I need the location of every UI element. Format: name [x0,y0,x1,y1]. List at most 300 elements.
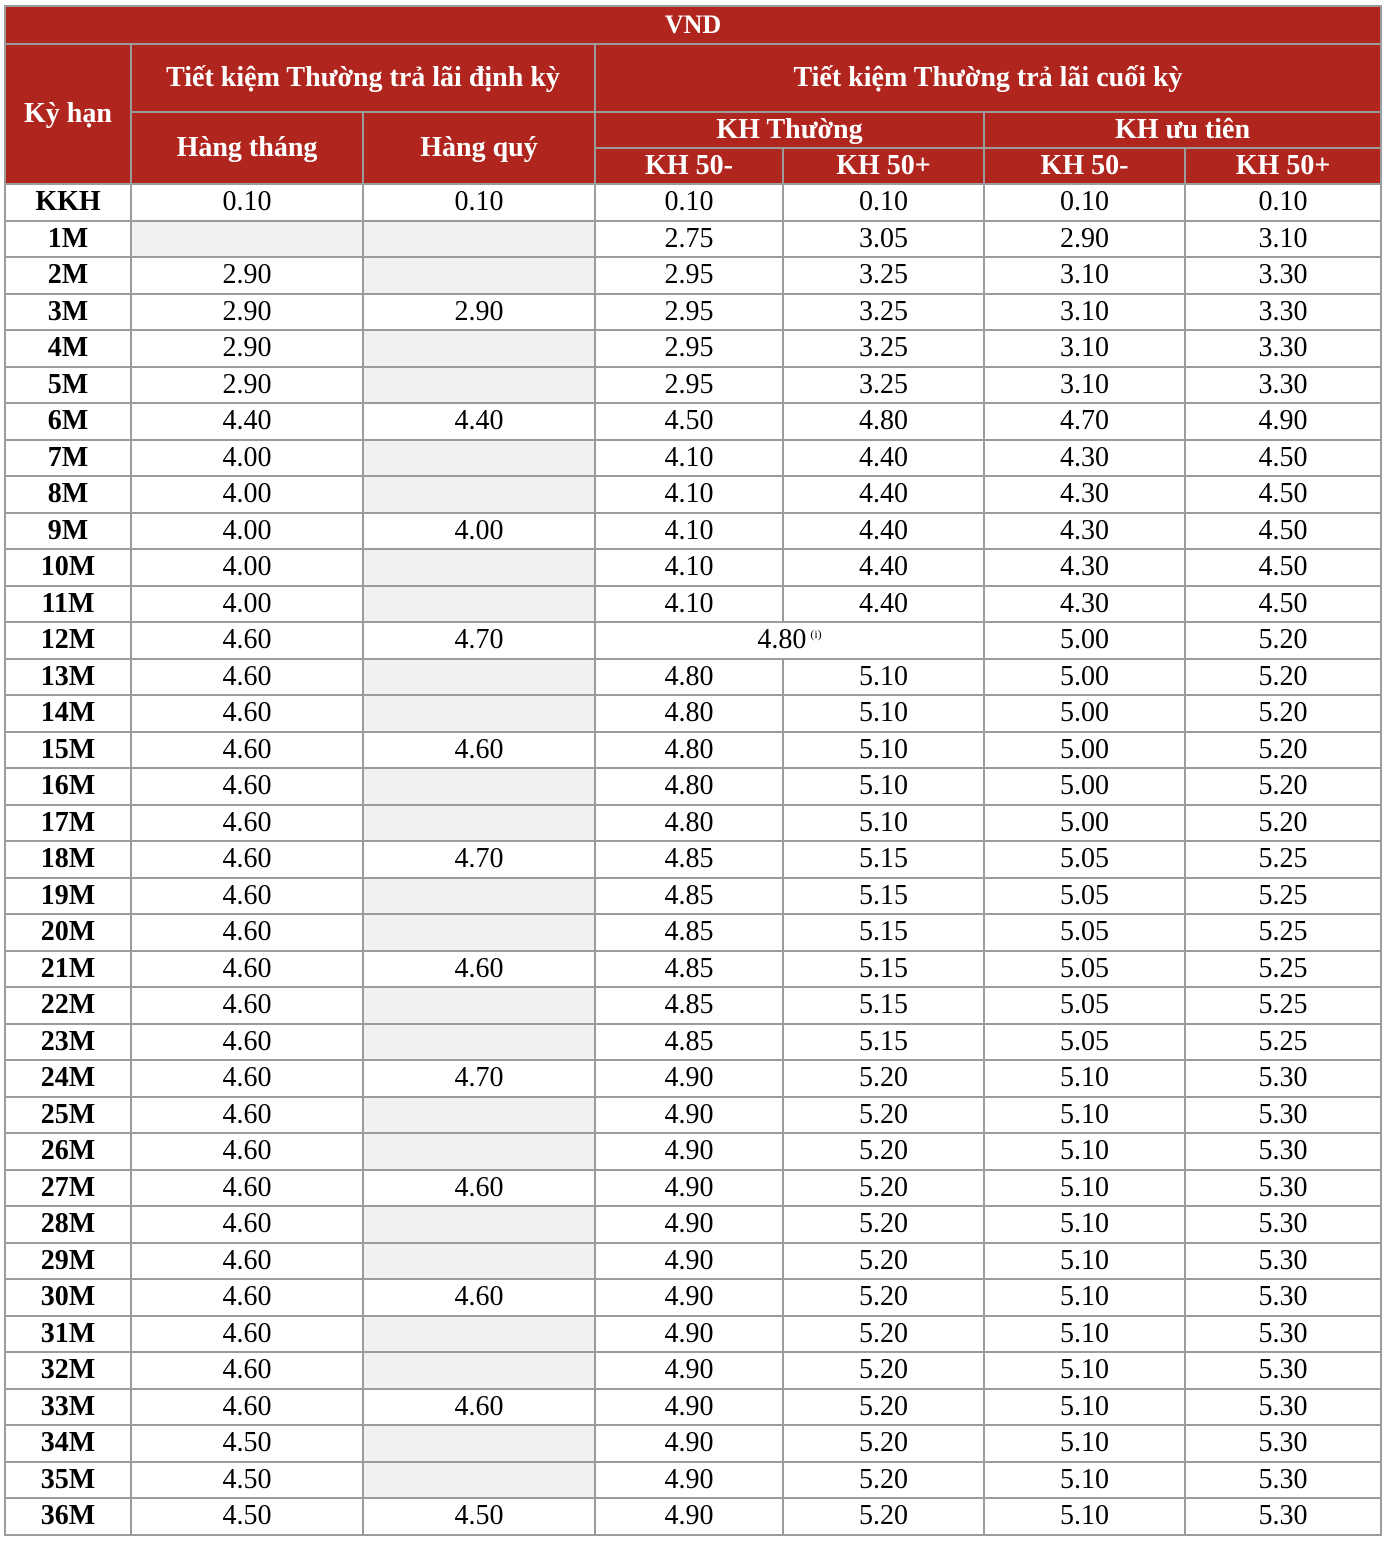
priority-over-50-rate-cell [1185,440,1381,477]
regular-over-50-rate-cell [783,878,984,915]
regular-under-50-rate-cell-value: 4.85 [664,1025,714,1057]
quarterly-rate-cell-value: 0.10 [454,186,504,218]
priority-under-50-rate-cell [984,1389,1185,1426]
monthly-rate-cell [131,403,363,440]
regular-under-50-rate-cell [595,1024,783,1061]
regular-under-50-rate-cell [595,1060,783,1097]
priority-over-50-rate-cell [1185,1133,1381,1170]
priority-under-50-rate-cell-value: 5.10 [1060,1390,1109,1422]
priority-under-50-rate-cell [984,1279,1185,1316]
regular-under-50-rate-cell-value: 4.10 [664,587,714,619]
term-cell-value: 24M [40,1062,96,1094]
regular-over-50-rate-cell-value: 5.20 [859,1463,908,1495]
priority-over-50-rate-cell-value: 5.25 [1258,879,1308,911]
term-cell [5,184,131,221]
regular-under-50-rate-cell-value: 4.90 [664,1281,714,1313]
quarterly-rate-cell-value: 4.40 [454,405,504,437]
priority-under-50-rate-cell [984,294,1185,331]
priority-over-50-rate-cell-value: 5.30 [1258,1390,1308,1422]
regular-under-50-rate-cell [595,184,783,221]
term-cell-value: 18M [40,843,96,875]
regular-over-50-rate-cell-value: 0.10 [859,186,908,218]
priority-over-50-rate-cell-value: 5.25 [1258,952,1308,984]
regular-over-50-rate-cell [783,805,984,842]
term-cell-value: 34M [40,1427,96,1459]
priority-under-50-rate-cell-value: 5.00 [1060,806,1109,838]
regular-under-50-rate-cell-value: 4.50 [664,405,714,437]
monthly-rate-cell-value: 4.60 [222,1244,272,1276]
quarterly-rate-cell [363,403,595,440]
monthly-rate-cell [131,1060,363,1097]
regular-over-50-rate-cell-value: 3.25 [859,295,908,327]
priority-under-50-rate-cell-value: 5.10 [1060,1098,1109,1130]
monthly-rate-cell [131,1206,363,1243]
priority-customer-header: KH ưu tiên [984,112,1381,148]
regular-under-50-rate-cell [595,805,783,842]
regular-under-50-rate-cell [595,257,783,294]
term-cell [5,1206,131,1243]
table-row [5,184,1381,221]
priority-under-50-rate-cell-value: 5.10 [1060,1208,1109,1240]
regular-under-50-rate-cell [595,221,783,258]
term-cell [5,367,131,404]
regular-under-50-rate-cell-value: 4.90 [664,1171,714,1203]
regular-over-50-rate-cell [783,1170,984,1207]
monthly-rate-cell [131,330,363,367]
regular-under-50-rate-cell-value: 4.90 [664,1500,714,1532]
monthly-rate-cell [131,1024,363,1061]
term-cell-value: 6M [47,405,89,437]
monthly-rate-cell [131,1243,363,1280]
table-row [5,294,1381,331]
monthly-rate-cell-value: 0.10 [222,186,272,218]
term-cell [5,659,131,696]
table-row [5,1206,1381,1243]
term-cell-value: 7M [47,441,89,473]
regular-over-50-rate-cell [783,1243,984,1280]
regular-over-50-rate-cell-value: 3.05 [859,222,908,254]
table-row [5,257,1381,294]
table-row [5,805,1381,842]
regular-under-50-rate-cell [595,914,783,951]
regular-over-50-rate-cell [783,732,984,769]
regular-over-50-rate-cell-value: 5.15 [859,1025,908,1057]
term-cell-value: 31M [40,1317,96,1349]
priority-under-50-rate-cell-value: 5.10 [1060,1281,1109,1313]
regular-over-50-rate-cell-value: 4.40 [859,441,908,473]
term-cell-value: 3M [47,295,89,327]
regular-under-50-rate-cell [595,1425,783,1462]
monthly-rate-cell-value: 2.90 [222,368,272,400]
priority-over-50-rate-cell [1185,1425,1381,1462]
priority-over-50-rate-cell [1185,1024,1381,1061]
table-row [5,403,1381,440]
regular-over-50-rate-cell-value: 5.20 [859,1427,908,1459]
regular-over-50-rate-cell [783,1316,984,1353]
priority-over-50-rate-cell-value: 3.10 [1258,222,1308,254]
term-cell-value: 4M [47,332,89,364]
priority-under-50-rate-cell-value: 5.00 [1060,697,1109,729]
regular-under-50-header: KH 50- [595,148,783,184]
regular-under-50-rate-cell-value: 4.10 [664,478,714,510]
priority-under-50-rate-cell-value: 5.10 [1060,1463,1109,1495]
regular-over-50-rate-cell-value: 5.15 [859,843,908,875]
priority-over-50-rate-cell [1185,1060,1381,1097]
quarterly-rate-cell [363,1060,595,1097]
table-row [5,1024,1381,1061]
table-row [5,330,1381,367]
priority-under-50-rate-cell [984,841,1185,878]
quarterly-rate-cell [363,1024,595,1061]
regular-under-50-rate-cell [595,878,783,915]
regular-under-50-rate-cell [595,1133,783,1170]
table-row [5,732,1381,769]
priority-under-50-rate-cell-value: 4.30 [1060,514,1109,546]
term-cell [5,257,131,294]
term-cell [5,513,131,550]
priority-over-50-rate-cell [1185,1097,1381,1134]
regular-under-50-rate-cell [595,695,783,732]
priority-over-50-rate-cell [1185,221,1381,258]
regular-under-50-rate-cell [595,1243,783,1280]
priority-over-50-rate-cell [1185,403,1381,440]
priority-under-50-rate-cell-value: 5.00 [1060,624,1109,656]
regular-over-50-rate-cell [783,1133,984,1170]
priority-over-50-rate-cell-value: 5.30 [1258,1098,1308,1130]
term-cell-value: 25M [40,1098,96,1130]
monthly-rate-cell [131,1352,363,1389]
regular-under-50-rate-cell [595,513,783,550]
monthly-rate-cell [131,549,363,586]
priority-under-50-rate-cell-value: 0.10 [1060,186,1109,218]
priority-over-50-rate-cell [1185,294,1381,331]
term-cell [5,221,131,258]
regular-over-50-rate-cell-value: 4.80 [859,405,908,437]
term-cell-value: 21M [40,952,96,984]
table-row [5,1279,1381,1316]
monthly-rate-cell-value: 4.50 [222,1427,272,1459]
priority-under-50-rate-cell [984,1316,1185,1353]
monthly-rate-cell [131,1133,363,1170]
quarterly-rate-cell [363,1170,595,1207]
priority-under-50-rate-cell [984,1206,1185,1243]
priority-under-50-rate-cell-value: 5.10 [1060,1500,1109,1532]
regular-under-50-rate-cell [595,476,783,513]
regular-over-50-rate-cell-value: 3.25 [859,259,908,291]
priority-over-50-rate-cell-value: 5.30 [1258,1463,1308,1495]
quarterly-rate-cell-value: 4.60 [454,733,504,765]
monthly-rate-cell-value: 4.50 [222,1463,272,1495]
priority-over-50-rate-cell-value: 3.30 [1258,295,1308,327]
priority-under-50-rate-cell-value: 3.10 [1060,368,1109,400]
regular-under-50-rate-cell-value: 4.80 [664,697,714,729]
priority-over-50-rate-cell-value: 5.20 [1258,697,1308,729]
term-cell-value: 12M [40,624,96,656]
priority-under-50-rate-cell [984,987,1185,1024]
priority-over-50-rate-cell [1185,768,1381,805]
monthly-rate-cell-value: 4.60 [222,952,272,984]
monthly-rate-cell-value: 4.60 [222,1025,272,1057]
monthly-rate-cell-value: 4.00 [222,478,272,510]
priority-under-50-rate-cell [984,476,1185,513]
term-cell [5,1133,131,1170]
table-row [5,221,1381,258]
term-cell-value: 36M [40,1500,96,1532]
priority-under-50-rate-cell [984,221,1185,258]
priority-under-50-rate-cell-value: 5.05 [1060,989,1109,1021]
monthly-rate-cell-value: 4.60 [222,1098,272,1130]
priority-over-50-rate-cell [1185,330,1381,367]
priority-over-50-rate-cell [1185,805,1381,842]
term-cell [5,805,131,842]
monthly-rate-cell-value: 2.90 [222,259,272,291]
regular-under-50-rate-cell-value: 4.90 [664,1354,714,1386]
priority-under-50-rate-cell-value: 5.05 [1060,879,1109,911]
term-cell-value: 32M [40,1354,96,1386]
priority-under-50-rate-cell [984,403,1185,440]
regular-over-50-rate-cell-value: 4.40 [859,478,908,510]
currency-header: VND [5,6,1381,44]
quarterly-rate-cell-value: 4.00 [454,514,504,546]
priority-under-50-rate-cell [984,622,1185,659]
regular-under-50-rate-cell-value: 2.95 [664,332,714,364]
term-cell [5,1170,131,1207]
regular-over-50-rate-cell [783,1425,984,1462]
monthly-rate-cell-value: 4.60 [222,1281,272,1313]
quarterly-rate-cell-value: 4.60 [454,1281,504,1313]
priority-over-50-rate-cell-value: 5.20 [1258,660,1308,692]
quarterly-header: Hàng quý [363,112,595,184]
priority-over-50-rate-cell-value: 5.20 [1258,770,1308,802]
monthly-rate-cell-value: 4.60 [222,733,272,765]
regular-customer-header: KH Thường [595,112,984,148]
regular-over-50-rate-cell [783,257,984,294]
term-cell-value: 29M [40,1244,96,1276]
regular-over-50-rate-cell [783,221,984,258]
term-cell [5,622,131,659]
term-cell [5,1425,131,1462]
priority-over-50-rate-cell-value: 0.10 [1258,186,1308,218]
priority-over-50-rate-cell [1185,659,1381,696]
periodic-interest-header: Tiết kiệm Thường trả lãi định kỳ [131,44,595,112]
priority-under-50-rate-cell [984,878,1185,915]
table-row [5,1133,1381,1170]
regular-over-50-rate-cell [783,987,984,1024]
regular-over-50-rate-cell-value: 4.40 [859,551,908,583]
priority-under-50-rate-cell [984,549,1185,586]
quarterly-rate-cell [363,1462,595,1499]
regular-under-50-rate-cell-value: 4.90 [664,1244,714,1276]
priority-under-50-rate-cell [984,440,1185,477]
regular-under-50-rate-cell-value: 2.75 [664,222,714,254]
term-cell [5,476,131,513]
regular-over-50-rate-cell-value: 5.15 [859,952,908,984]
priority-under-50-rate-cell [984,184,1185,221]
regular-under-50-rate-cell [595,549,783,586]
priority-under-50-rate-cell [984,805,1185,842]
term-cell [5,878,131,915]
priority-over-50-rate-cell [1185,476,1381,513]
regular-under-50-rate-cell [595,732,783,769]
term-cell [5,732,131,769]
priority-over-50-rate-cell [1185,1316,1381,1353]
term-cell [5,440,131,477]
regular-over-50-rate-cell [783,367,984,404]
regular-over-50-rate-cell [783,294,984,331]
regular-over-50-rate-cell [783,695,984,732]
regular-merged-rate-cell-value: 4.80 [757,624,807,656]
priority-under-50-rate-cell-value: 3.10 [1060,259,1109,291]
regular-over-50-rate-cell [783,914,984,951]
quarterly-rate-cell-value: 4.60 [454,952,504,984]
priority-under-50-rate-cell [984,951,1185,988]
regular-over-50-rate-cell [783,549,984,586]
table-row [5,841,1381,878]
priority-over-50-rate-cell-value: 5.30 [1258,1500,1308,1532]
monthly-rate-cell [131,878,363,915]
monthly-rate-cell-value: 2.90 [222,295,272,327]
regular-over-50-rate-cell [783,1389,984,1426]
monthly-rate-cell-value: 4.60 [222,989,272,1021]
monthly-rate-cell [131,1097,363,1134]
regular-over-50-rate-cell [783,951,984,988]
monthly-rate-cell [131,1316,363,1353]
regular-over-50-rate-cell-value: 5.20 [859,1208,908,1240]
table-row [5,1060,1381,1097]
term-cell-value: 19M [40,879,96,911]
term-cell-value: 10M [40,551,96,583]
priority-under-50-rate-cell [984,1425,1185,1462]
regular-over-50-rate-cell-value: 5.10 [859,806,908,838]
priority-under-50-rate-cell-value: 4.30 [1060,587,1109,619]
priority-under-50-rate-cell-value: 4.30 [1060,441,1109,473]
regular-over-50-rate-cell [783,1060,984,1097]
table-row [5,1316,1381,1353]
monthly-rate-cell-value: 4.60 [222,1390,272,1422]
term-cell-value: 11M [41,587,95,619]
quarterly-rate-cell [363,440,595,477]
regular-over-50-rate-cell-value: 5.20 [859,1317,908,1349]
priority-under-50-rate-cell-value: 5.05 [1060,843,1109,875]
monthly-rate-cell [131,184,363,221]
priority-under-50-rate-cell-value: 5.10 [1060,1317,1109,1349]
monthly-rate-cell [131,841,363,878]
term-cell [5,330,131,367]
regular-over-50-rate-cell-value: 5.20 [859,1135,908,1167]
quarterly-rate-cell-value: 4.60 [454,1171,504,1203]
quarterly-rate-cell [363,914,595,951]
table-row [5,622,1381,659]
quarterly-rate-cell [363,987,595,1024]
term-cell-value: 16M [40,770,96,802]
priority-under-50-rate-cell-value: 4.70 [1060,405,1109,437]
priority-over-50-rate-cell [1185,914,1381,951]
monthly-rate-cell [131,221,363,258]
quarterly-rate-cell [363,1498,595,1535]
term-cell [5,403,131,440]
term-cell-value: 35M [40,1463,96,1495]
priority-under-50-rate-cell-value: 4.30 [1060,478,1109,510]
priority-over-50-rate-cell-value: 5.20 [1258,806,1308,838]
regular-under-50-rate-cell [595,1206,783,1243]
regular-over-50-rate-cell-value: 5.10 [859,697,908,729]
regular-over-50-header: KH 50+ [783,148,984,184]
priority-over-50-rate-cell-value: 5.25 [1258,843,1308,875]
priority-over-50-rate-cell-value: 3.30 [1258,368,1308,400]
priority-under-50-rate-cell [984,1498,1185,1535]
regular-merged-rate-cell [595,622,984,659]
monthly-rate-cell-value: 4.60 [222,1354,272,1386]
term-cell-value: 33M [40,1390,96,1422]
priority-over-50-rate-cell [1185,878,1381,915]
regular-over-50-rate-cell-value: 5.10 [859,733,908,765]
monthly-rate-cell-value: 2.90 [222,332,272,364]
monthly-rate-cell [131,1425,363,1462]
regular-over-50-rate-cell-value: 4.40 [859,514,908,546]
quarterly-rate-cell [363,951,595,988]
priority-under-50-rate-cell [984,768,1185,805]
regular-over-50-rate-cell [783,184,984,221]
quarterly-rate-cell-value: 2.90 [454,295,504,327]
monthly-rate-cell [131,513,363,550]
regular-under-50-rate-cell [595,987,783,1024]
quarterly-rate-cell [363,768,595,805]
priority-over-50-rate-cell [1185,1170,1381,1207]
priority-over-50-rate-cell-value: 5.25 [1258,989,1308,1021]
regular-under-50-rate-cell-value: 4.90 [664,1135,714,1167]
regular-under-50-rate-cell [595,1498,783,1535]
regular-over-50-rate-cell [783,768,984,805]
term-cell [5,1316,131,1353]
monthly-header: Hàng tháng [131,112,363,184]
quarterly-rate-cell-value: 4.50 [454,1500,504,1532]
table-row [5,659,1381,696]
quarterly-rate-cell [363,367,595,404]
priority-over-50-rate-cell [1185,732,1381,769]
quarterly-rate-cell [363,878,595,915]
priority-over-50-rate-cell-value: 4.50 [1258,514,1308,546]
quarterly-rate-cell [363,586,595,623]
table-row [5,549,1381,586]
priority-under-50-rate-cell-value: 5.10 [1060,1427,1109,1459]
priority-under-50-rate-cell-value: 5.05 [1060,952,1109,984]
table-row [5,878,1381,915]
regular-under-50-rate-cell-value: 4.85 [664,952,714,984]
term-cell-value: 5M [47,368,89,400]
regular-under-50-rate-cell [595,768,783,805]
quarterly-rate-cell [363,732,595,769]
priority-under-50-rate-cell [984,330,1185,367]
table-row [5,1498,1381,1535]
priority-under-50-rate-cell [984,695,1185,732]
monthly-rate-cell [131,1498,363,1535]
regular-over-50-rate-cell-value: 5.20 [859,1062,908,1094]
priority-over-50-rate-cell-value: 4.50 [1258,551,1308,583]
priority-over-50-rate-cell [1185,1279,1381,1316]
term-cell [5,294,131,331]
regular-under-50-rate-cell-value: 2.95 [664,368,714,400]
regular-under-50-rate-cell-value: 4.80 [664,733,714,765]
term-cell-value: 1M [47,222,89,254]
term-cell [5,549,131,586]
monthly-rate-cell [131,695,363,732]
term-cell-value: 27M [40,1171,96,1203]
priority-over-50-rate-cell [1185,549,1381,586]
table-row [5,1352,1381,1389]
regular-under-50-rate-cell-value: 4.85 [664,989,714,1021]
regular-over-50-rate-cell [783,1462,984,1499]
priority-over-50-rate-cell-value: 3.30 [1258,332,1308,364]
